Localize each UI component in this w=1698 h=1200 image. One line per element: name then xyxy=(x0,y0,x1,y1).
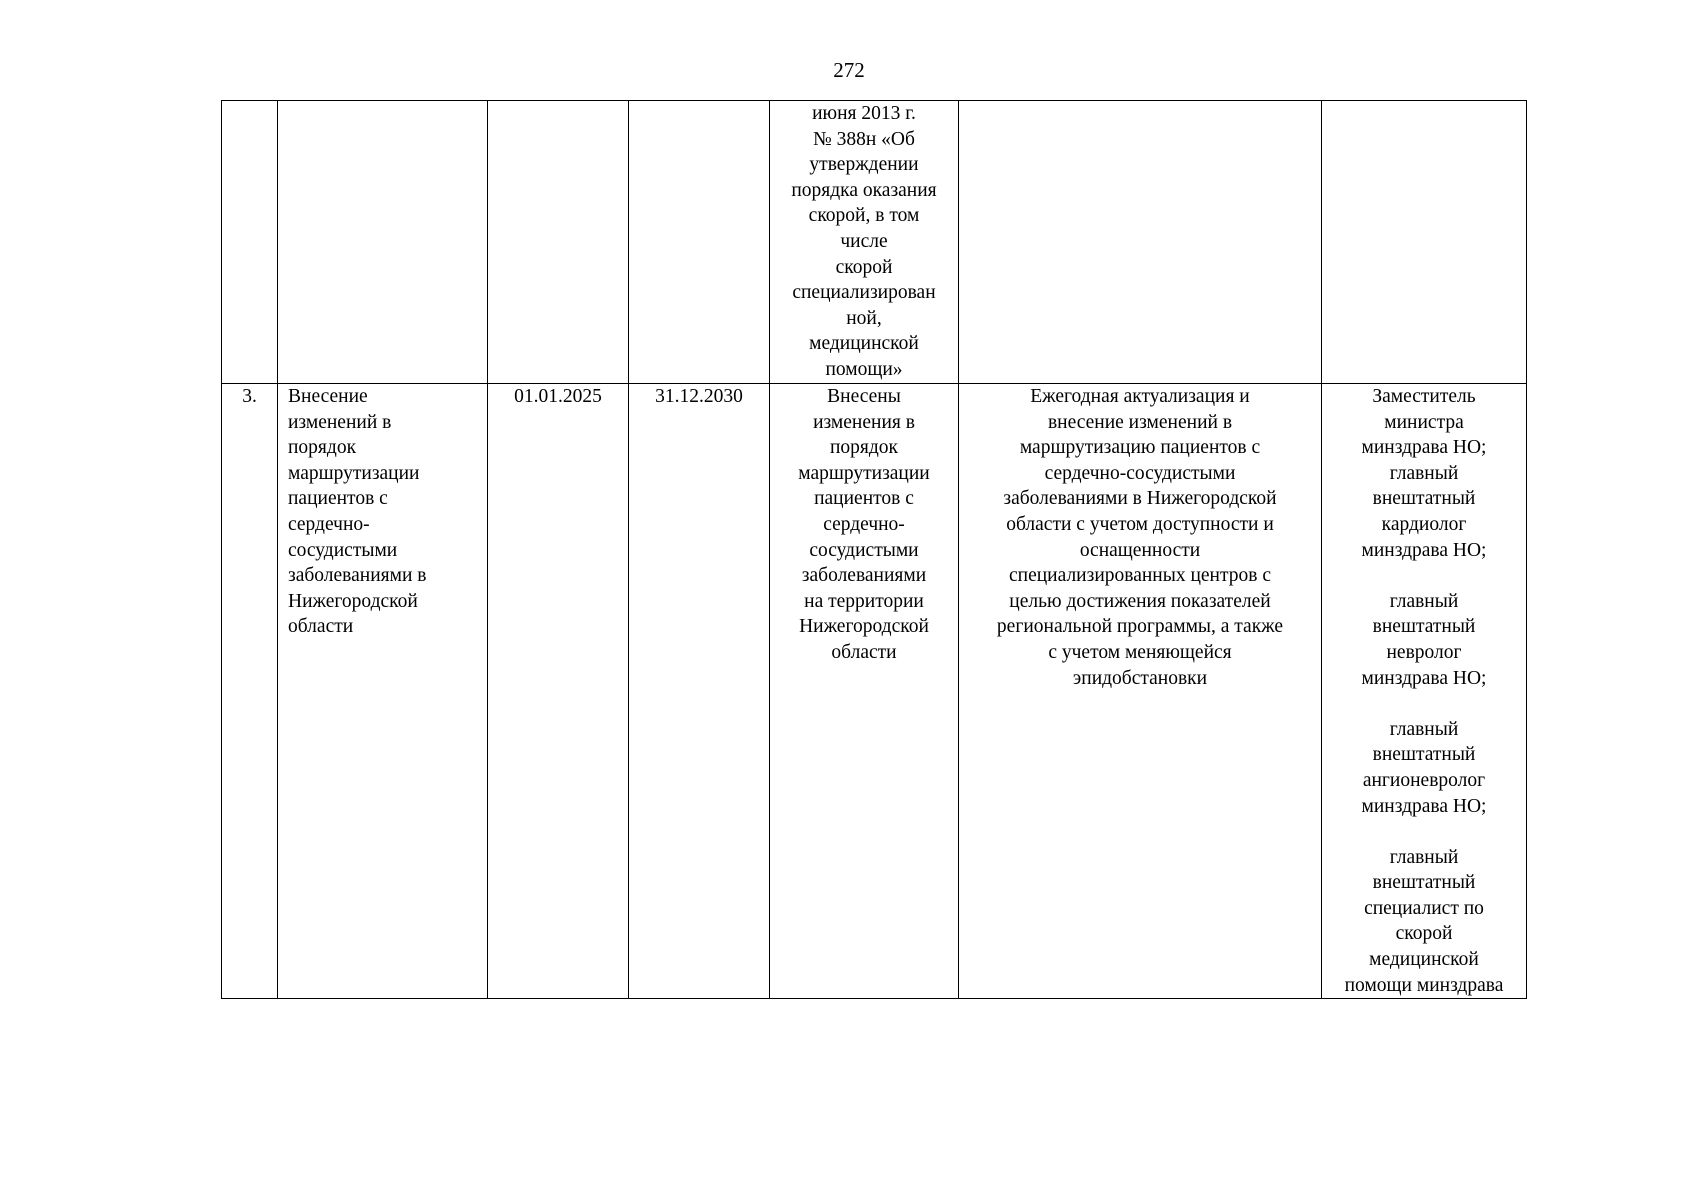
table-row-continuation xyxy=(222,101,1527,384)
cell-description xyxy=(959,101,1322,384)
table-row-3 xyxy=(222,384,1527,999)
page-number: 272 xyxy=(833,58,865,82)
cell-event: Внесение изменений в порядок маршрутизации пациентов с сердечно- сосудистыми заболеваниями в Нижегородской области xyxy=(278,384,488,999)
cell-result: июня 2013 г. № 388н «Об утверждении порядка оказания скорой, в том числе скорой специализирован ной, медицинской помощи» xyxy=(770,101,959,384)
cell-start-date xyxy=(488,101,629,384)
cell-number: 3. xyxy=(222,384,278,999)
cell-event xyxy=(278,101,488,384)
cell-responsible: Заместитель министра минздрава НО; главный внештатный кардиолог минздрава НО; главный внештатный невролог минздрава НО; главный внештатный ангионевролог минздрава НО; главный внештатный специалист по скорой медицинской помощи минздрава xyxy=(1322,384,1527,999)
cell-start-date: 01.01.2025 xyxy=(488,384,629,999)
cell-description: Ежегодная актуализация и внесение изменений в маршрутизацию пациентов с сердечно-сосудистыми заболеваниями в Нижегородской области с учетом доступности и оснащенности специализированных центров с целью достижения показателей региональной программы, а также с учетом меняющейся эпидобстановки xyxy=(959,384,1322,999)
cell-end-date: 31.12.2030 xyxy=(629,384,770,999)
plan-table xyxy=(221,100,1527,999)
cell-result: Внесены изменения в порядок маршрутизации пациентов с сердечно- сосудистыми заболеваниями на территории Нижегородской области xyxy=(770,384,959,999)
cell-number xyxy=(222,101,278,384)
cell-end-date xyxy=(629,101,770,384)
cell-responsible xyxy=(1322,101,1527,384)
